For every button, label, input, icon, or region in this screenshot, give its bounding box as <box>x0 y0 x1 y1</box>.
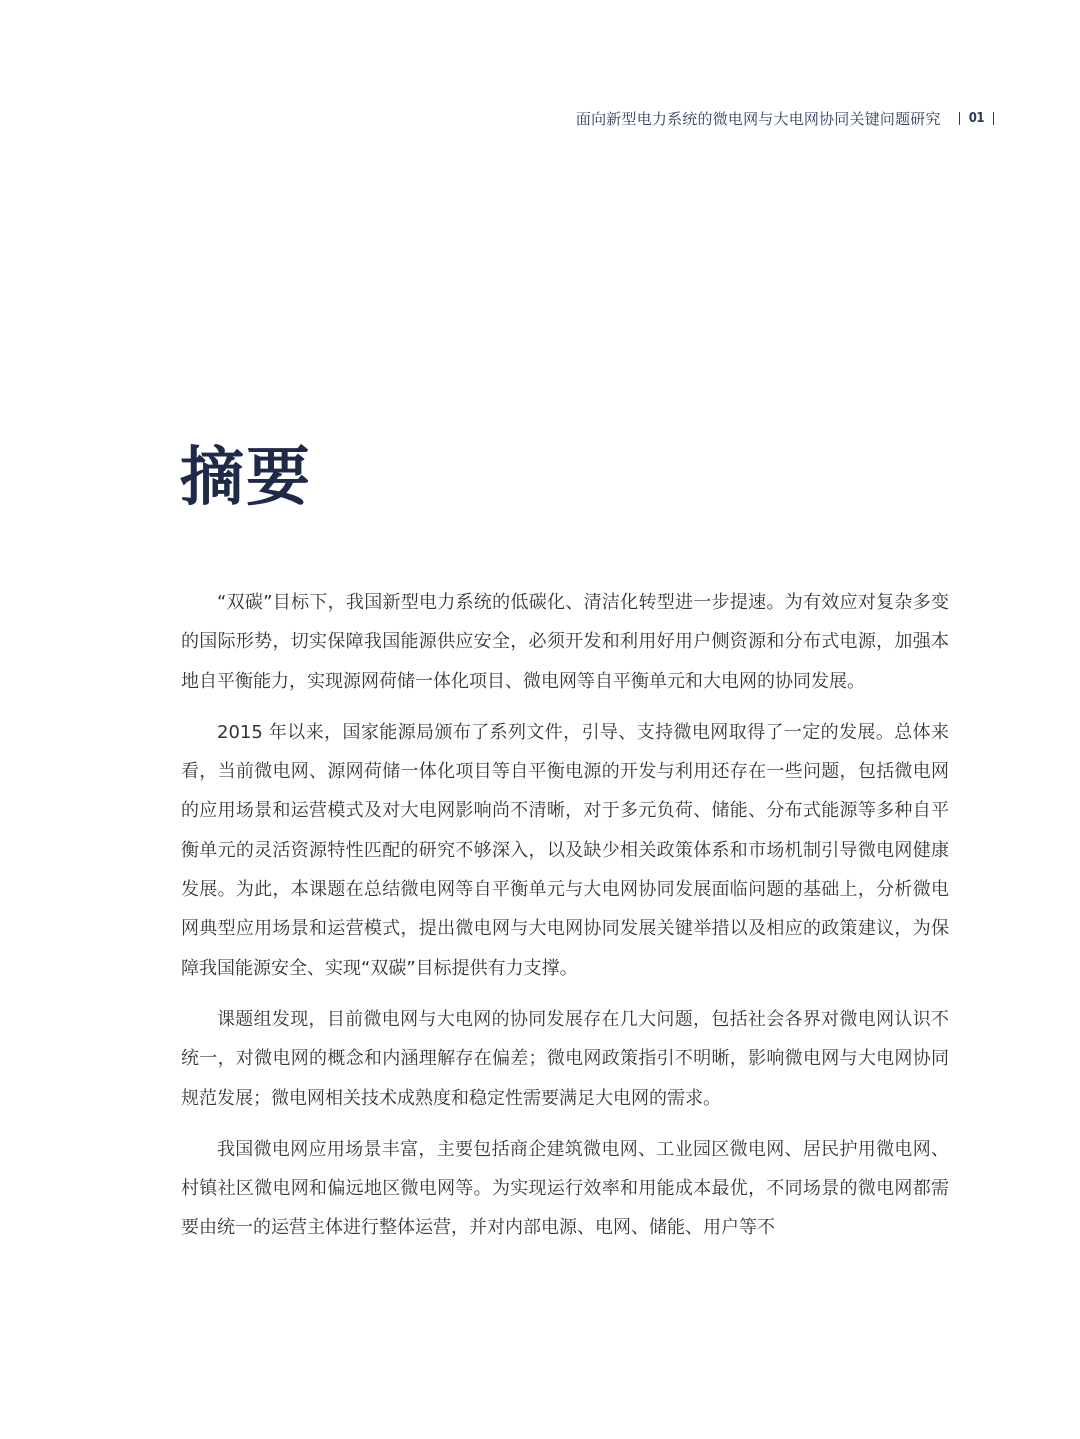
running-title: 面向新型电力系统的微电网与大电网协同关键问题研究 <box>575 109 941 128</box>
section-title: 摘要 <box>180 441 312 515</box>
running-header <box>576 106 994 130</box>
paragraph: 2015 年以来，国家能源局颁布了系列文件，引导、支持微电网取得了一定的发展。总体来看，当前微电网、源网荷储一体化项目等自平衡电源的开发与利用还存在一些问题，包括微电网的应用场景和运营模式及对大电网影响尚不清晰，对于多元负荷、储能、分布式能源等多种自平衡单元的灵活资源特性匹配的研究不够深入，以及缺少相关政策体系和市场机制引导微电网健康发展。为此，本课题在总结微电网等自平衡单元与大电网协同发展面临问题的基础上，分析微电网典型应用场景和运营模式，提出微电网与大电网协同发展关键举措以及相应的政策建议，为保障我国能源安全、实现“双碳”目标提供有力支撑。 <box>181 721 949 979</box>
paragraph: 课题组发现，目前微电网与大电网的协同发展存在几大问题，包括社会各界对微电网认识不统一，对微电网的概念和内涵理解存在偏差；微电网政策指引不明晰，影响微电网与大电网协同规范发展；微电网相关技术成熟度和稳定性需要满足大电网的需求。 <box>181 1008 949 1109</box>
page-number-divider-right <box>993 112 994 125</box>
paragraph: 我国微电网应用场景丰富，主要包括商企建筑微电网、工业园区微电网、居民护用微电网、村镇社区微电网和偏远地区微电网等。为实现运行效率和用能成本最优，不同场景的微电网都需要由统一的运营主体进行整体运营，并对内部电源、电网、储能、用户等不 <box>181 1138 949 1239</box>
page-number: 01 <box>968 110 984 126</box>
page-number-box <box>959 111 994 126</box>
paragraph: “双碳”目标下，我国新型电力系统的低碳化、清洁化转型进一步提速。为有效应对复杂多变的国际形势，切实保障我国能源供应安全，必须开发和利用好用户侧资源和分布式电源，加强本地自平衡能力，实现源网荷储一体化项目、微电网等自平衡单元和大电网的协同发展。 <box>181 592 949 692</box>
page-number-divider-left <box>959 112 960 125</box>
abstract-body <box>181 583 949 1260</box>
